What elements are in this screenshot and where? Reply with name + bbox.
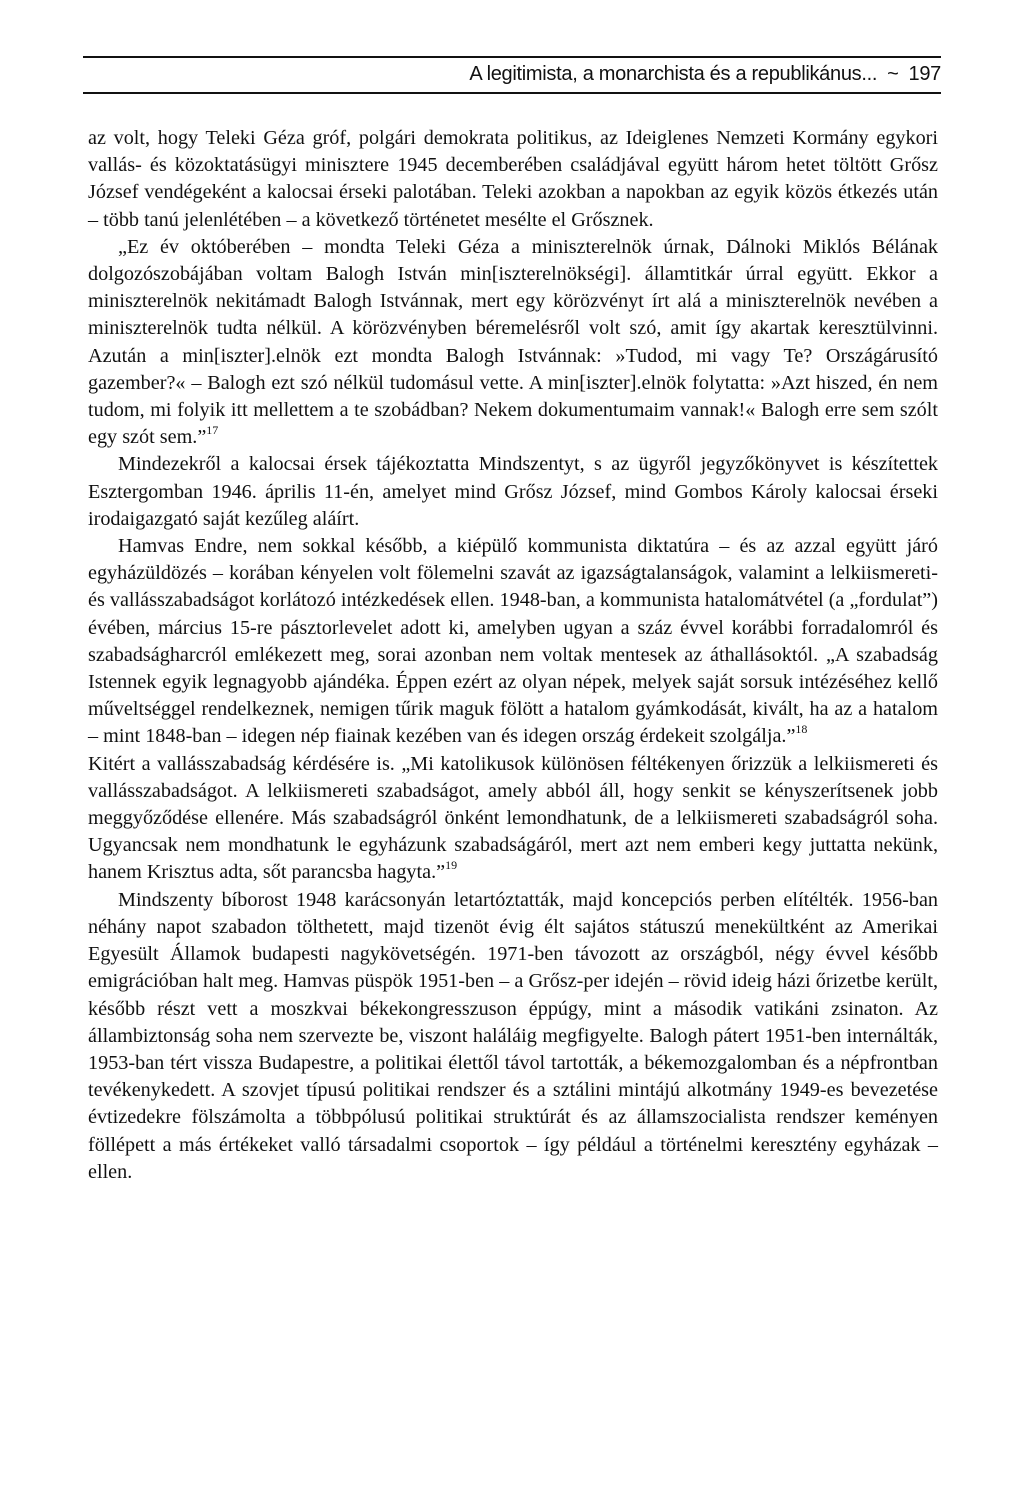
paragraph-4 (88, 533, 938, 751)
title-separator: ~ (887, 63, 899, 85)
page-number: 197 (908, 63, 941, 85)
paragraph-text: Hamvas Endre, nem sokkal később, a kiépülő kommunista diktatúra – és az azzal együtt járó egyházüldözés – korában kényelen volt fölemelni szavát az igazságtalanságok, valamint a lelkiismereti- és vallásszabadságot korlátozó intézkedések ellen. 1948-ban, a kommunista hatalomátvétel (a „fordulat”) évében, március 15-re pásztorlevelet adott ki, amelyben ugyan a száz évvel korábbi forradalomról és szabadságharcról emlékezett meg, sorai azonban nem voltak mentesek az áthallásoktól. „A szabadság Istennek egyik legnagyobb ajándéka. Éppen ezért az olyan népek, melyek saját sorsuk intézéséhez kellő műveltséggel rendelkeznek, nemigen tűrik maguk fölött a hatalom gyámkodását, kivált, ha az a hatalom – mint 1848-ban – idegen nép fiainak kezében van és idegen ország érdekeit szolgálja.” (88, 535, 938, 748)
paragraph-text: Mindszenty bíborost 1948 karácsonyán letartóztatták, majd koncepciós perben elítélték. 1956-ban néhány napot szabadon tölthetett, majd tizenöt évig élt sajátos státuszú menekültként az Amerikai Egyesült Államok budapesti nagykövetségén. 1971-ben távozott az országból, négy évvel később emigrációban halt meg. Hamvas püspök 1951-ben – a Grősz-per idején – rövid ideig házi őrizetbe került, később részt vett a moszkvai békekongresszuson éppúgy, mint a második vatikáni zsinaton. Az állambiztonság soha nem szervezte be, viszont haláláig megfigyelte. Balogh pátert 1951-ben internálták, 1953-ban tért vissza Budapestre, a politikai élettől távol tartották, a békemozgalomban és a népfrontban tevékenykedett. A szovjet típusú politikai rendszer és a sztálini mintájú alkotmány 1949-es bevezetése évtizedekre fölszámolta a többpólusú politikai struktúrát és az államszocialista rendszer keményen föllépett a más értékeket valló társadalmi csoportok – így például a történelmi keresztény egyházak – ellen. (88, 888, 938, 1183)
footnote-ref-18: 18 (795, 722, 808, 737)
running-title-line (469, 63, 941, 86)
paragraph-text: Kitért a vallásszabadság kérdésére is. „Mi katolikusok különösen féltékenyen őrizzük a lelkiismereti és vallásszabadságot. A lelkiismereti szabadságot, amely abból áll, hogy senkit se kényszerítsenek jobb meggyőződése ellenére. Más szabadságról önként lemondhatunk, de a lelkiismereti szabadságról soha. Ugyancsak nem mondhatunk le egyházunk szabadságáról, mert azt nem emberi kegy juttatta nekünk, hanem Krisztus adta, sőt parancsba hagyta.” (88, 752, 938, 884)
footnote-ref-17: 17 (206, 423, 219, 438)
running-header (83, 56, 941, 94)
paragraph-6 (88, 887, 938, 1186)
paragraph-text: Mindezekről a kalocsai érsek tájékoztatta Mindszentyt, s az ügyről jegyzőkönyvet is készítettek Esztergomban 1946. április 11-én, amelyet mind Grősz József, mind Gombos Károly kalocsai érseki irodaigazgató saját kezűleg aláírt. (88, 453, 938, 530)
paragraph-5 (88, 751, 938, 887)
paragraph-3 (88, 451, 938, 533)
body-text (88, 125, 938, 1186)
footnote-ref-19: 19 (445, 858, 458, 873)
paragraph-1 (88, 125, 938, 234)
paragraph-text: „Ez év októberében – mondta Teleki Géza a miniszterelnök úrnak, Dálnoki Miklós Bélának dolgozószobájában voltam Balogh István min[iszterelnökségi]. államtitkár úrral együtt. Ekkor a miniszterelnök nekitámadt Balogh Istvánnak, mert egy körözvényt írt alá a miniszterelnök nevében a miniszterelnök tudta nélkül. A körözvényben béremelésről volt szó, amit így akartak keresztülvinni. Azután a min[iszter].elnök ezt mondta Balogh Istvánnak: »Tudod, mi vagy Te? Országárusító gazember?« – Balogh ezt szó nélkül tudomásul vette. A min[iszter].elnök folytatta: »Azt hiszed, én nem tudom, mi folyik itt mellettem a te szobádban? Nekem dokumentumaim vannak!« Balogh erre sem szólt egy szót sem.” (88, 235, 938, 449)
paragraph-2-quote (88, 234, 938, 452)
running-title: A legitimista, a monarchista és a republikánus... (469, 63, 878, 85)
paragraph-text: az volt, hogy Teleki Géza gróf, polgári demokrata politikus, az Ideiglenes Nemzeti Kormány egykori vallás- és közoktatásügyi minisztere 1945 decemberében családjával együtt három hetet töltött Grősz József vendégeként a kalocsai érseki palotában. Teleki azokban a napokban az egyik közös étkezés után – több tanú jelenlétében – a következő történetet mesélte el Grősznek. (88, 127, 938, 231)
